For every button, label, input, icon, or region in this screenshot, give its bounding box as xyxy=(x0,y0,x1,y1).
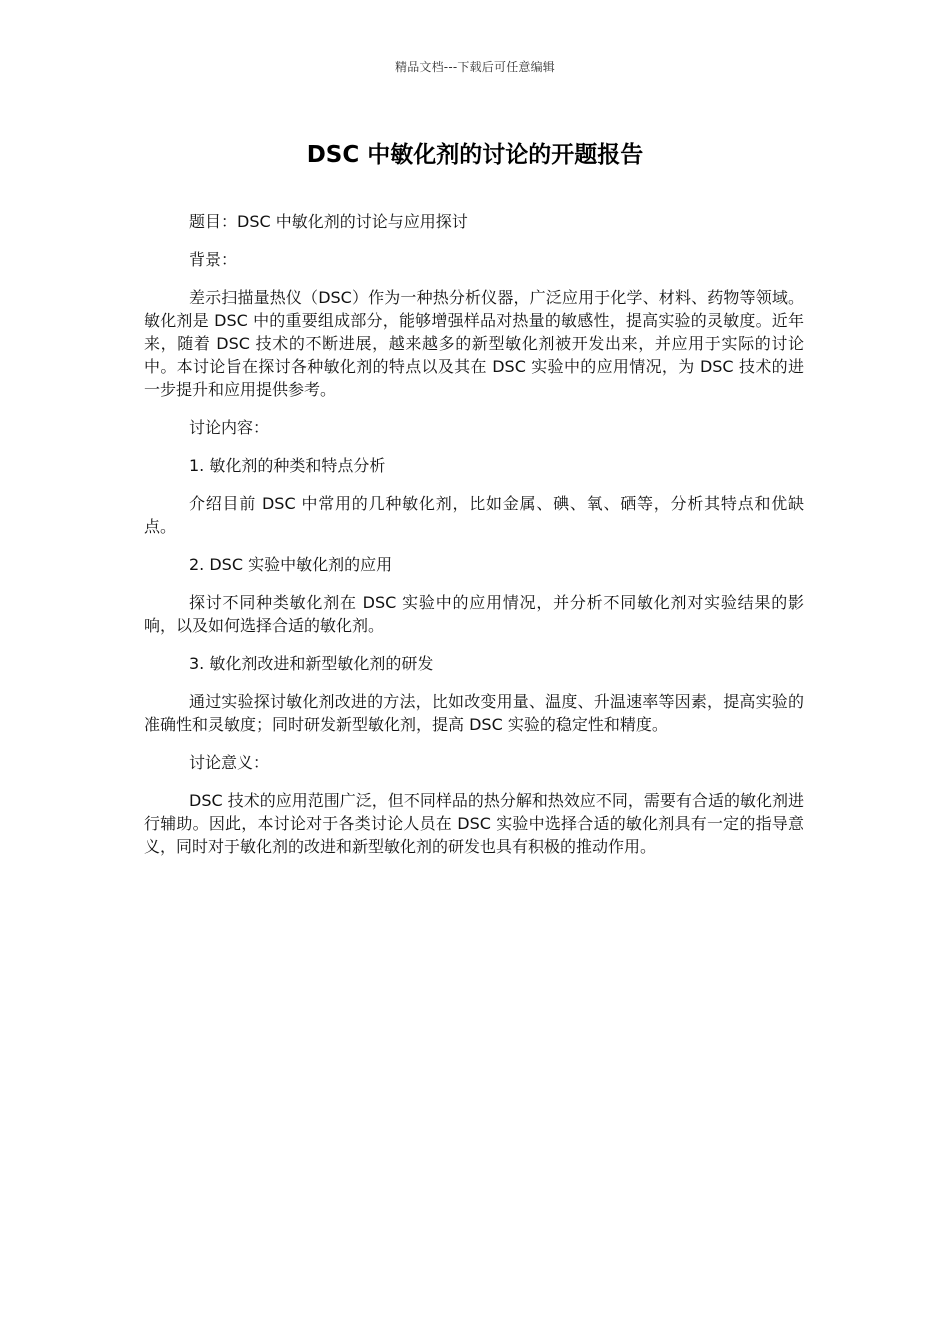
background-heading: 背景： xyxy=(189,250,238,269)
item-3-heading: 3. 敏化剂改进和新型敏化剂的研发 xyxy=(189,654,434,673)
item-1-paragraph: 介绍目前 DSC 中常用的几种敏化剂，比如金属、碘、氧、硒等，分析其特点和优缺点。 xyxy=(144,494,804,536)
document-body xyxy=(144,210,804,873)
item-2-heading: 2. DSC 实验中敏化剂的应用 xyxy=(189,555,393,574)
background-paragraph: 差示扫描量热仪（DSC）作为一种热分析仪器，广泛应用于化学、材料、药物等领域。敏化剂是 DSC 中的重要组成部分，能够增强样品对热量的敏感性，提高实验的灵敏度。近年来，随着 DSC 技术的不断进展，越来越多的新型敏化剂被开发出来，并应用于实际的讨论中。本讨论旨在探讨各种敏化剂的特点以及其在 DSC 实验中的应用情况，为 DSC 技术的进一步提升和应用提供参考。 xyxy=(144,288,804,399)
significance-heading: 讨论意义： xyxy=(189,753,270,772)
topic-line: 题目：DSC 中敏化剂的讨论与应用探讨 xyxy=(189,212,468,231)
item-3-paragraph: 通过实验探讨敏化剂改进的方法，比如改变用量、温度、升温速率等因素，提高实验的准确性和灵敏度；同时研发新型敏化剂，提高 DSC 实验的稳定性和精度。 xyxy=(144,692,804,734)
item-1-heading: 1. 敏化剂的种类和特点分析 xyxy=(189,456,386,475)
significance-paragraph: DSC 技术的应用范围广泛，但不同样品的热分解和热效应不同，需要有合适的敏化剂进行辅助。因此，本讨论对于各类讨论人员在 DSC 实验中选择合适的敏化剂具有一定的指导意义，同时对于敏化剂的改进和新型敏化剂的研发也具有积极的推动作用。 xyxy=(144,791,804,856)
item-2-paragraph: 探讨不同种类敏化剂在 DSC 实验中的应用情况，并分析不同敏化剂对实验结果的影响，以及如何选择合适的敏化剂。 xyxy=(144,593,804,635)
content-heading: 讨论内容： xyxy=(189,418,270,437)
header-note: 精品文档---下载后可任意编辑 xyxy=(395,60,555,74)
document-title: DSC 中敏化剂的讨论的开题报告 xyxy=(306,142,644,168)
